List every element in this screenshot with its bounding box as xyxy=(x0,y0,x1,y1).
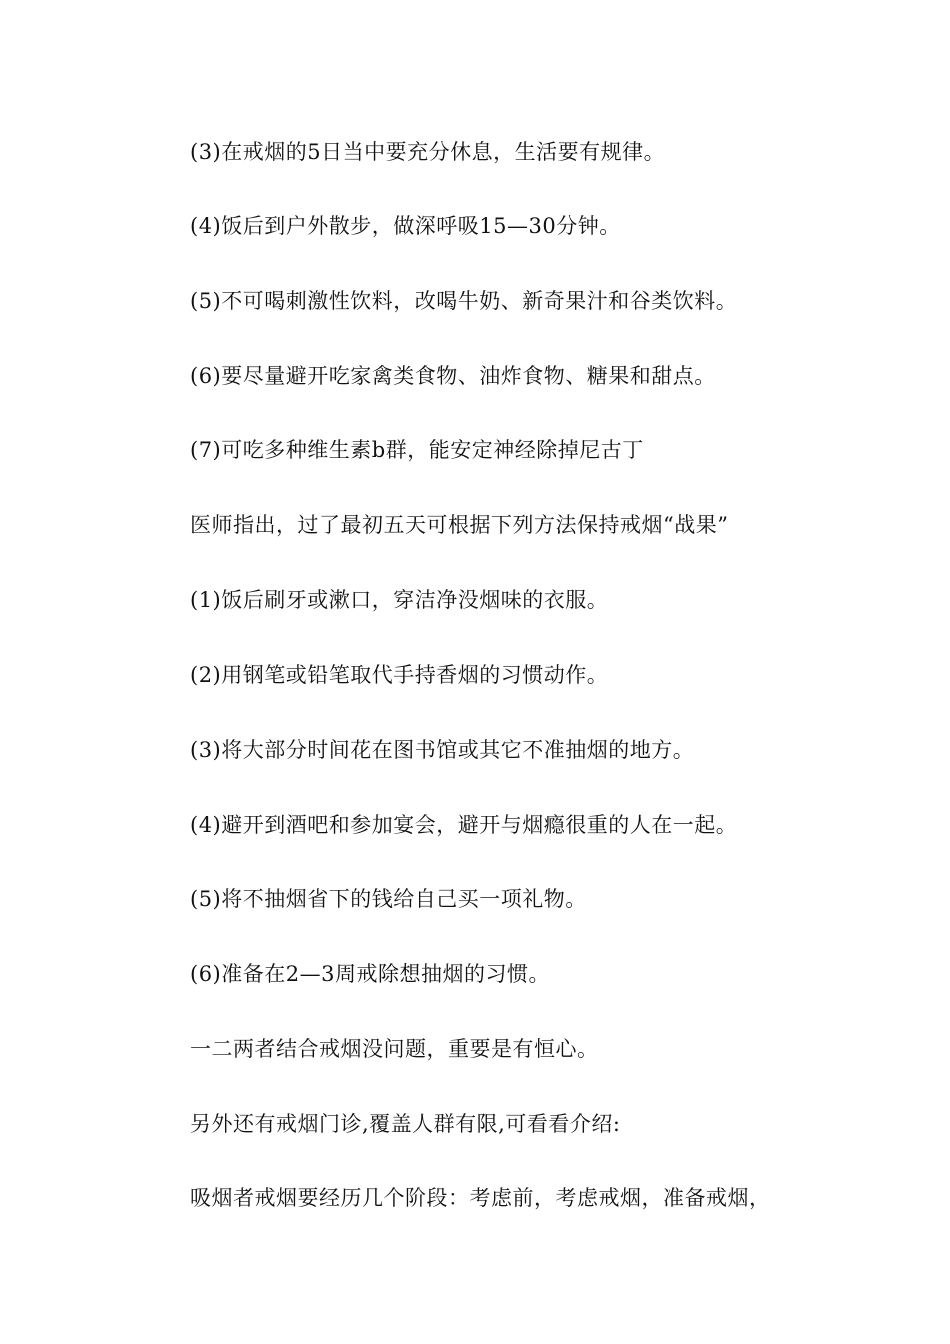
paragraph-line: (6)准备在2—3周戒除想抽烟的习惯。 xyxy=(190,962,550,986)
paragraph-line: 另外还有戒烟门诊,覆盖人群有限,可看看介绍: xyxy=(190,1112,621,1136)
paragraph-line: (4)饭后到户外散步，做深呼吸15—30分钟。 xyxy=(190,214,621,238)
paragraph-line: (5)将不抽烟省下的钱给自己买一项礼物。 xyxy=(190,887,587,911)
paragraph-line: (2)用钢笔或铅笔取代手持香烟的习惯动作。 xyxy=(190,663,609,687)
paragraph-line: 一二两者结合戒烟没问题，重要是有恒心。 xyxy=(190,1037,599,1061)
paragraph-line: 医师指出，过了最初五天可根据下列方法保持戒烟“战果” xyxy=(190,513,729,537)
paragraph-line: (6)要尽量避开吃家禽类食物、油炸食物、糖果和甜点。 xyxy=(190,364,716,388)
paragraph-line: 吸烟者戒烟要经历几个阶段：考虑前，考虑戒烟，准备戒烟， xyxy=(190,1186,771,1210)
paragraph-line: (7)可吃多种维生素b群，能安定神经除掉尼古丁 xyxy=(190,438,644,462)
paragraph-line: (3)将大部分时间花在图书馆或其它不准抽烟的地方。 xyxy=(190,738,695,762)
paragraph-line: (4)避开到酒吧和参加宴会，避开与烟瘾很重的人在一起。 xyxy=(190,813,738,837)
paragraph-line: (1)饭后刷牙或漱口，穿洁净没烟味的衣服。 xyxy=(190,588,609,612)
paragraph-line: (5)不可喝刺激性饮料，改喝牛奶、新奇果汁和谷类饮料。 xyxy=(190,289,738,313)
paragraph-line: (3)在戒烟的5日当中要充分休息，生活要有规律。 xyxy=(190,140,666,164)
